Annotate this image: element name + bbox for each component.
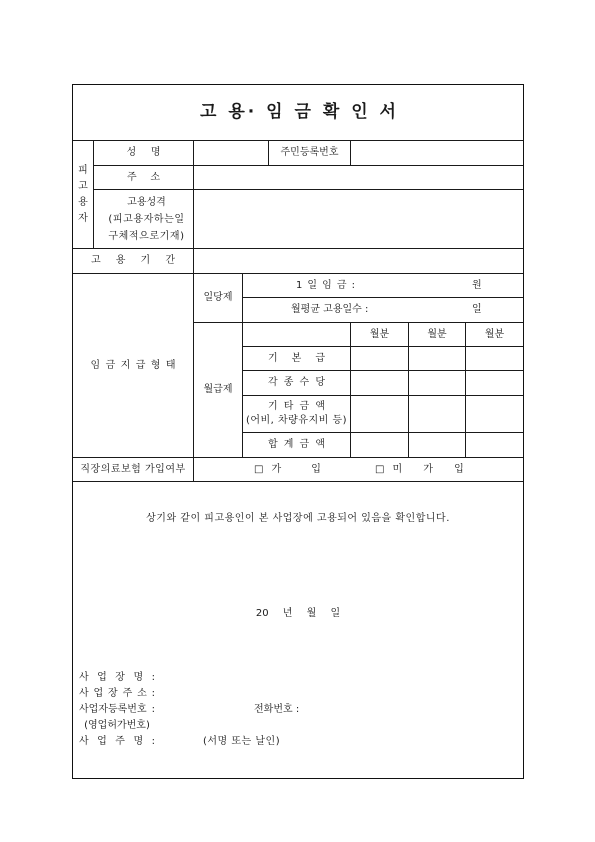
total-label: 합 계 금 액 [268,439,325,450]
allowance-cell-2[interactable] [408,370,466,396]
other-amount-label [246,400,347,428]
name-label: 성 명 [126,147,161,158]
other-amount-title: 기 타 금 액 [268,401,325,412]
name-field[interactable] [193,140,269,166]
basic-pay-label-cell [242,346,351,371]
document-title: 고 용· 임 금 확 인 서 [200,102,399,123]
employee-section-label: 피고용자 [78,164,88,224]
business-address-line[interactable] [79,686,155,702]
insurance-option-not-joined[interactable] [375,458,464,481]
daily-wage-field[interactable] [242,273,524,298]
rrn-label-cell [268,140,351,166]
other-amount-sublabel: (어비, 차량유지비 등) [245,415,348,426]
period-label: 고 용 기 간 [91,255,175,266]
business-reg-line[interactable] [79,702,300,718]
other-amount-label-cell [242,395,351,433]
month-column-label: 월분 [484,328,505,340]
monthly-header-blank [242,322,351,347]
month-column-2[interactable] [408,322,466,347]
daily-wage-unit: 원 [472,280,482,291]
basic-pay-cell-1[interactable] [350,346,409,371]
not-joined-checkbox[interactable]: □ [375,464,385,475]
rrn-label: 주민등록번호 [280,147,339,158]
job-label [102,194,184,245]
wage-type-label: 임 금 지 급 형 태 [90,359,176,371]
job-label-line-1: 고용성격 [127,196,166,208]
business-permit-line [79,718,155,734]
business-address-label: 사 업 장 주 소 : [79,688,155,699]
job-label-cell [93,189,194,249]
avg-days-field[interactable] [242,297,524,323]
rrn-field[interactable] [350,140,524,166]
month-column-1[interactable] [350,322,409,347]
allowance-cell-1[interactable] [350,370,409,396]
monthly-label-cell [193,322,243,458]
basic-pay-label: 기 본 급 [268,352,325,364]
total-label-cell [242,432,351,458]
business-name-line[interactable] [79,670,155,686]
month-column-label: 월분 [369,328,390,340]
month-column-3[interactable] [465,322,524,347]
other-amount-cell-1[interactable] [350,395,409,433]
joined-checkbox[interactable]: □ [254,464,264,475]
allowance-label: 각 종 수 당 [268,377,325,388]
business-permit-label: (영업허가번호) [84,720,150,731]
job-label-line-3: 구체적으로기재) [108,230,185,242]
total-cell-1[interactable] [350,432,409,458]
confirmation-statement: 상기와 같이 피고용인이 본 사업장에 고용되어 있음을 확인합니다. [146,513,450,524]
name-label-cell [93,140,194,166]
job-field[interactable] [193,189,524,249]
total-cell-2[interactable] [408,432,466,458]
basic-pay-cell-2[interactable] [408,346,466,371]
allowance-label-cell [242,370,351,396]
confirmation-date: 20 년 월 일 [255,608,341,619]
wage-type-label-cell [72,273,194,458]
daily-label-cell [193,273,243,323]
period-label-cell [72,248,194,274]
employee-section-cell [72,140,94,249]
job-label-line-2: (피고용자하는일 [108,213,185,225]
address-label-cell [93,165,194,190]
business-name-label: 사 업 장 명 : [79,672,155,683]
basic-pay-cell-3[interactable] [465,346,524,371]
not-joined-label: 미 가 입 [392,464,464,475]
month-column-label: 월분 [427,328,447,340]
signature-label: (서명 또는 날인) [203,736,281,747]
insurance-option-joined[interactable] [254,458,321,481]
business-info [79,670,300,750]
other-amount-cell-2[interactable] [408,395,466,433]
allowance-cell-3[interactable] [465,370,524,396]
business-owner-line[interactable] [79,734,281,750]
joined-label: 가 입 [271,464,321,475]
avg-days-label: 월평균 고용일수 : [291,304,369,315]
period-field[interactable] [193,248,524,274]
avg-days-unit: 일 [472,304,482,315]
business-owner-label: 사 업 주 명 : [79,736,155,747]
daily-label: 일당제 [203,292,233,303]
title-cell [72,84,524,141]
business-reg-label: 사업자등록번호 : [79,704,155,715]
address-label: 주 소 [127,171,160,183]
monthly-label: 월급제 [203,384,233,395]
daily-wage-label: 1 일 임 금 : [296,280,355,291]
address-field[interactable] [193,165,524,190]
insurance-label: 직장의료보험 가입여부 [80,463,186,475]
business-phone-label: 전화번호 : [254,704,300,715]
total-cell-3[interactable] [465,432,524,458]
confirmation-section [72,481,524,779]
insurance-options-cell [193,457,524,482]
insurance-label-cell [72,457,194,482]
other-amount-cell-3[interactable] [465,395,524,433]
